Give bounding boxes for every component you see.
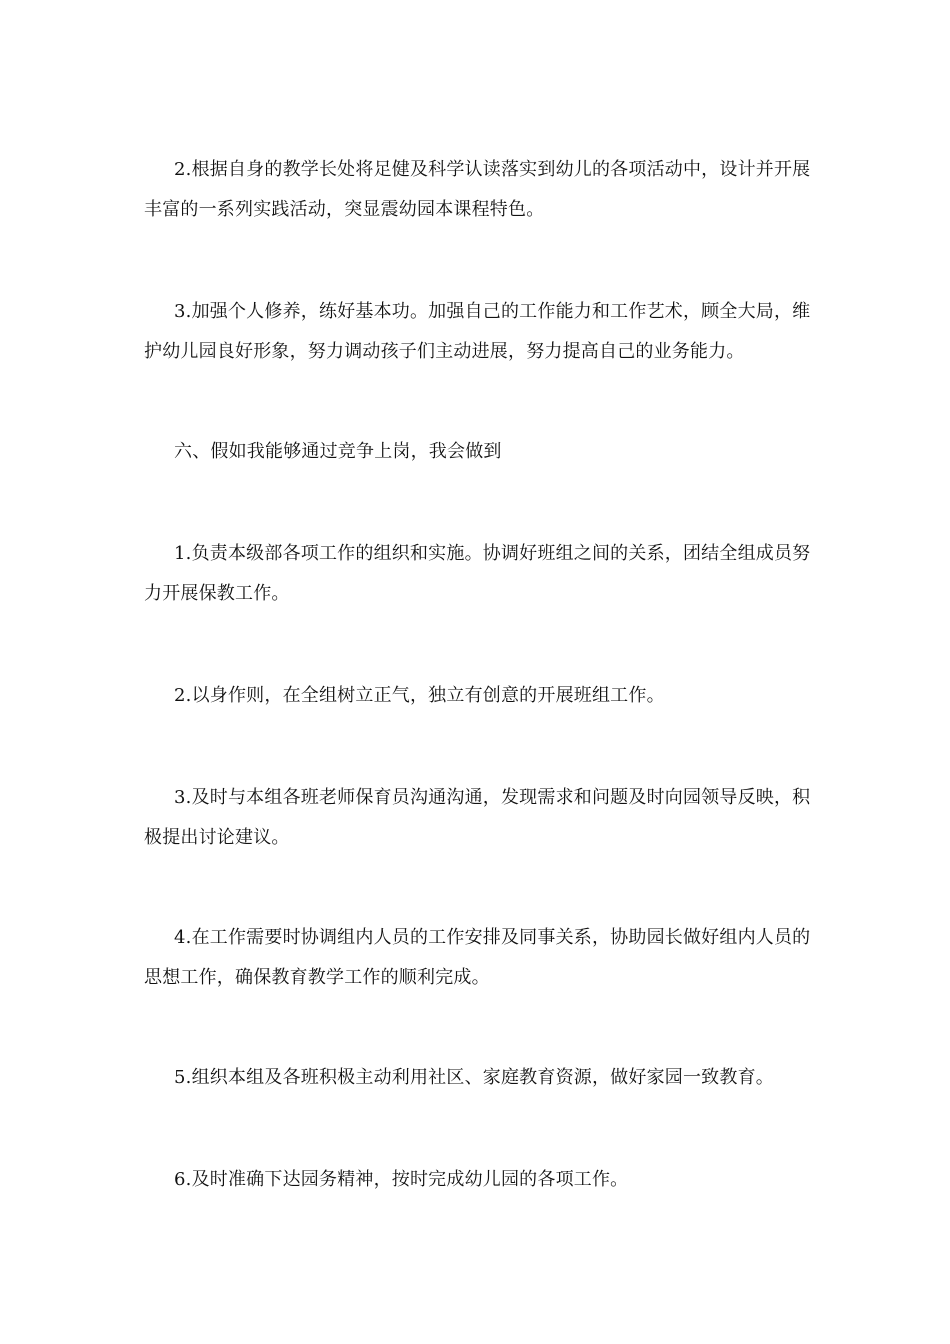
paragraph-item-1-responsibility: 1.负责本级部各项工作的组织和实施。协调好班组之间的关系，团结全组成员努力开展保教工作。 — [144, 543, 811, 604]
paragraph-item-5-resources: 5.组织本组及各班积极主动利用社区、家庭教育资源，做好家园一致教育。 — [174, 1067, 774, 1088]
paragraph-item-3-self-cultivation: 3.加强个人修养，练好基本功。加强自己的工作能力和工作艺术，顾全大局，维护幼儿园良好形象，努力调动孩子们主动进展，努力提高自己的业务能力。 — [144, 301, 811, 362]
paragraph-item-4-coordination: 4.在工作需要时协调组内人员的工作安排及同事关系，协助园长做好组内人员的思想工作，确保教育教学工作的顺利完成。 — [144, 927, 811, 988]
paragraph-item-2-example: 2.以身作则，在全组树立正气，独立有创意的开展班组工作。 — [174, 685, 665, 706]
paragraph-item-6-tasks: 6.及时准确下达园务精神，按时完成幼儿园的各项工作。 — [174, 1169, 629, 1190]
paragraph-item-3-communication: 3.及时与本组各班老师保育员沟通沟通，发现需求和问题及时向园领导反映，积极提出讨论建议。 — [144, 787, 811, 848]
paragraph-item-2-teaching: 2.根据自身的教学长处将足健及科学认读落实到幼儿的各项活动中，设计并开展丰富的一系列实践活动，突显震幼园本课程特色。 — [144, 159, 811, 220]
section-heading-six: 六、假如我能够通过竞争上岗，我会做到 — [174, 441, 502, 462]
